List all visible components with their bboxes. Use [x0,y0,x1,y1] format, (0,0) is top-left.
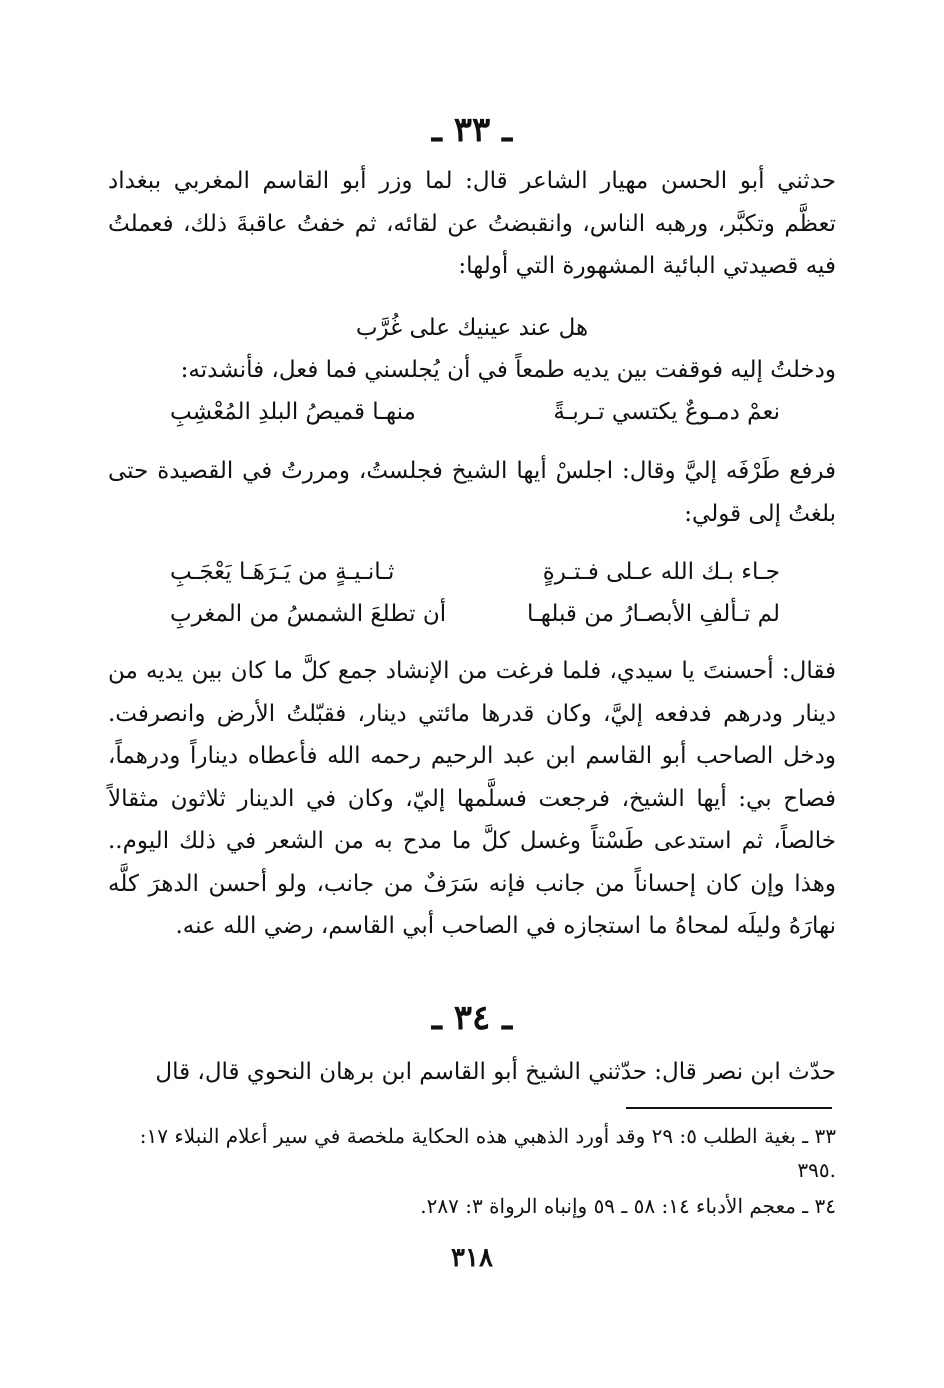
narration-line-1: ودخلتُ إليه فوقفت بين يديه طمعاً في أن يُجلسني فما فعل، فأنشدته: [180,357,836,383]
section-34-first-line: حدّث ابن نصر قال: حدّثني الشيخ أبو القاسم ابن برهان النحوي قال، قال [155,1059,836,1085]
poem-verse-2 [150,552,780,592]
poem-verse-1 [150,392,780,432]
section-heading-33: ـ ٣٣ ـ [431,110,513,150]
section-33-closing-paragraph: فقال: أحسنتَ يا سيدي، فلما فرغت من الإنشاد جمع كلَّ ما كان بين يديه من دينار ودرهم فدفعه إليَّ، وكان قدرها مائتي دينار، فقبّلتُ الأرض وانصرفت. ودخل الصاحب أبو القاسم ابن عبد الرحيم رحمه الله فأعطاه ديناراً ودرهماً، فصاح بي: أيها الشيخ، فرجعت فسلَّمها إليّ، وكان في الدينار ثلاثون مثقالاً خالصاً، ثم استدعى طَسْتاً وغسل كلَّ ما مدح به من الشعر في ذلك اليوم.. وهذا وإن كان إحساناً من جانب فإنه سَرَفٌ من جانب، ولو أحسن الدهرَ كلَّه نهارَهُ وليلَه لمحاهُ ما استجازه في الصاحب أبي القاسم، رضي الله عنه. [108,658,836,939]
narration-paragraph-2: فرفع طَرْفَه إليَّ وقال: اجلسْ أيها الشيخ فجلستُ، ومررتُ في القصيدة حتى بلغتُ إلى قولي: [108,458,836,527]
footnote-33-line-2: ٣٩٥. [797,1158,836,1182]
page-number: ٣١٨ [451,1243,493,1273]
verse-3-first-hemistich: لم تـألفِ الأبصـارُ من قبلهـا [527,601,780,627]
poem-verse-3 [150,594,780,634]
verse-2-first-hemistich: جـاء بـك الله عـلى فـتـرةٍ [542,559,780,585]
verse-2-second-hemistich: ثـانـيـةٍ من يَـرَهَـا يَعْجَـبِ [170,559,395,585]
verse-3-second-hemistich: أن تطلعَ الشمسُ من المغربِ [170,601,447,627]
poem-opening-line: هل عند عينيك على غُرَّب [355,315,589,341]
section-heading-34: ـ ٣٤ ـ [431,998,513,1038]
verse-1-second-hemistich: منهـا قميصُ البلدِ المُعْشِبِ [170,399,416,425]
verse-1-first-hemistich: نعمْ دمـوعٌ يكتسي تـربـةً [553,399,780,425]
footnote-34: ٣٤ ـ معجم الأدباء ١٤: ٥٨ ـ ٥٩ وإنباه الرواة ٣: ٢٨٧. [420,1194,836,1218]
footnote-33-line-1: ٣٣ ـ بغية الطلب ٥: ٢٩ وقد أورد الذهبي هذه الحكاية ملخصة في سير أعلام النبلاء ١٧: [139,1124,836,1148]
footnote-separator [626,1107,832,1109]
section-33-intro-paragraph: حدثني أبو الحسن مهيار الشاعر قال: لما وزر أبو القاسم المغربي ببغداد تعظَّم وتكبَّر، ورهبه الناس، وانقبضتُ عن لقائه، ثم خفتُ عاقبةَ ذلك، فعملتُ فيه قصيدتي البائية المشهورة التي أولها: [108,168,836,279]
